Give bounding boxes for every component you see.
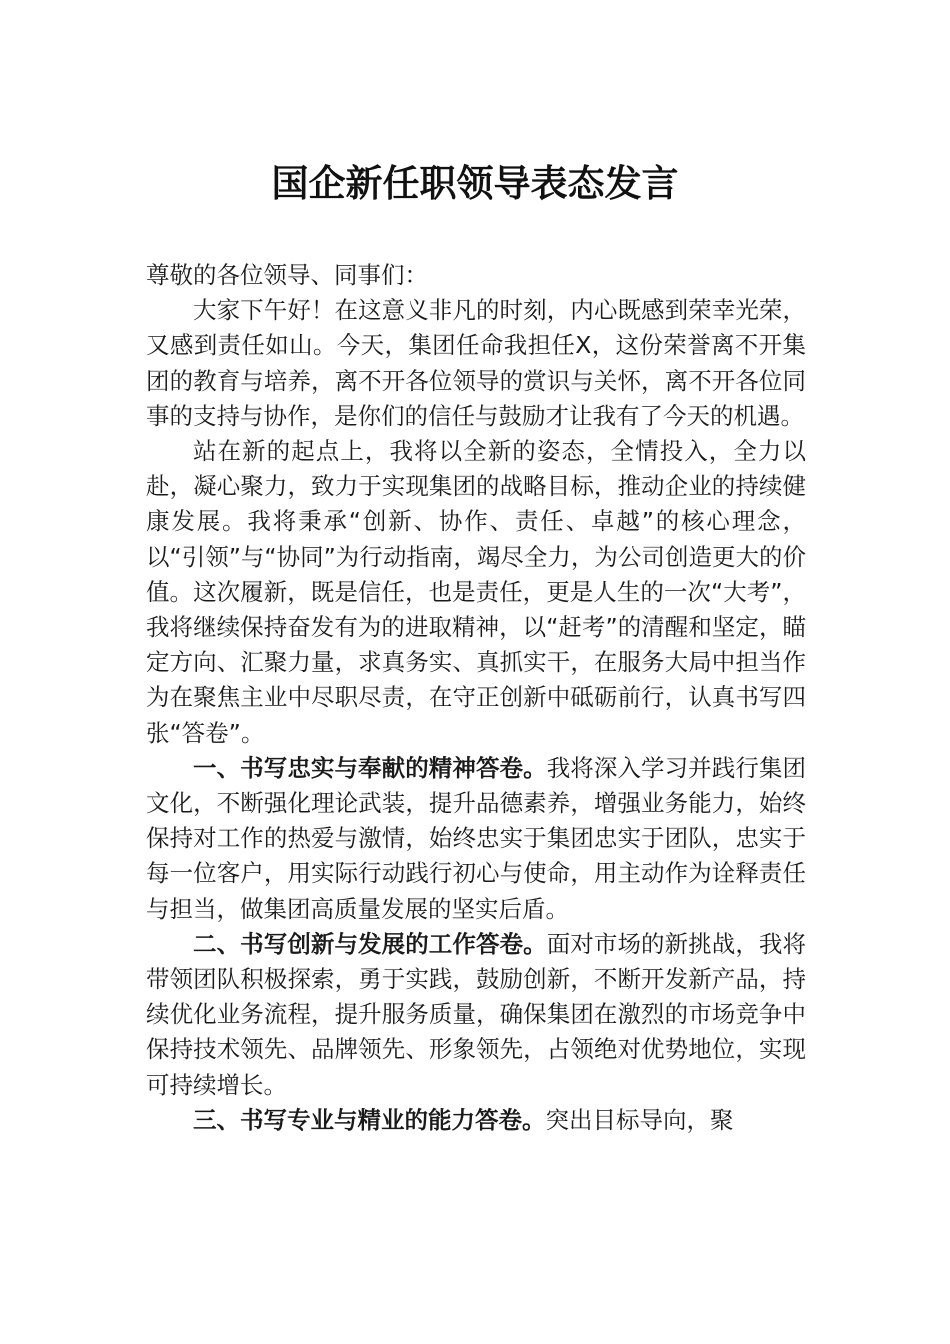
paragraph-text: 面对市场的新挑战，我将带领团队积极探索，勇于实践，鼓励创新，不断开发新产品，持续优化业务流程，提升服务质量，确保集团在激烈的市场竞争中保持技术领先、品牌领先、形象领先，占领绝对优势地位，实现可持续增长。 [146, 929, 807, 1099]
paragraph-commitment [146, 434, 806, 751]
paragraph-lead-heading: 一、书写忠实与奉献的精神答卷。 [193, 753, 547, 782]
salutation: 尊敬的各位领导、同事们： [146, 261, 428, 289]
paragraph-lead-heading: 三、书写专业与精业的能力答卷。 [193, 1105, 546, 1134]
paragraph-greeting [146, 293, 806, 434]
paragraph-text: 突出目标导向，聚 [545, 1105, 734, 1134]
paragraph-point-two [146, 927, 806, 1103]
paragraph-lead-heading: 二、书写创新与发展的工作答卷。 [193, 929, 547, 958]
paragraph-point-three [146, 1103, 806, 1138]
paragraph-text: 大家下午好！在这意义非凡的时刻，内心既感到荣幸光荣，又感到责任如山。今天，集团任命我担任X，这份荣誉离不开集团的教育与培养，离不开各位领导的赏识与关怀，离不开各位同事的支持与协作，是你们的信任与鼓励才让我有了今天的机遇。 [146, 296, 806, 430]
paragraph-text: 站在新的起点上，我将以全新的姿态，全情投入，全力以赴，凝心聚力，致力于实现集团的战略目标，推动企业的持续健康发展。我将秉承“创新、协作、责任、卓越”的核心理念，以“引领”与“协同”为行动指南，竭尽全力，为公司创造更大的价值。这次履新，既是信任，也是责任，更是人生的一次“大考”，我将继续保持奋发有为的进取精神，以“赶考”的清醒和坚定，瞄定方向、汇聚力量，求真务实、真抓实干，在服务大局中担当作为在聚焦主业中尽职尽责，在守正创新中砥砺前行，认真书写四张“答卷”。 [146, 437, 806, 747]
paragraph-point-one [146, 751, 806, 927]
document-body [146, 258, 806, 1138]
paragraph-text: 我将深入学习并践行集团文化，不断强化理论武装，提升品德素养，增强业务能力，始终保持对工作的热爱与激情，始终忠实于集团忠实于团队，忠实于每一位客户，用实际行动践行初心与使命，用主动作为诠释责任与担当，做集团高质量发展的坚实后盾。 [146, 753, 807, 923]
document-title: 国企新任职领导表态发言 [271, 161, 679, 205]
